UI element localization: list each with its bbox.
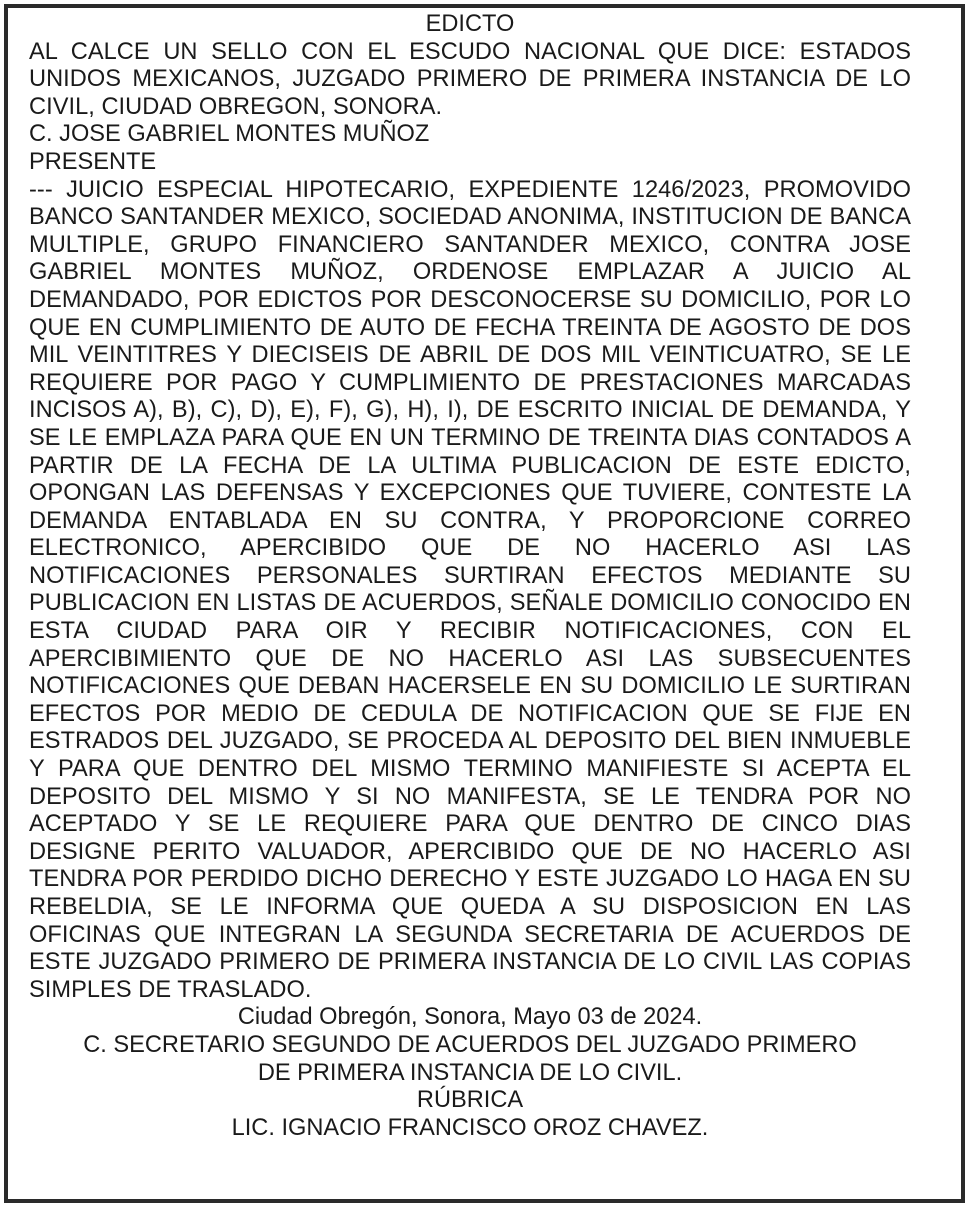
edict-title: EDICTO — [425, 11, 515, 37]
signer-title-line2: DE PRIMERA INSTANCIA DE LO CIVIL. — [257, 1059, 683, 1086]
place-date: Ciudad Obregón, Sonora, Mayo 03 de 2024. — [237, 1004, 703, 1031]
addressee-line: C. JOSE GABRIEL MONTES MUÑOZ — [29, 121, 430, 148]
seal-paragraph: AL CALCE UN SELLO CON EL ESCUDO NACIONAL QUE DICE: ESTADOS UNIDOS MEXICANOS, JUZGADO PRIMERO DE PRIMERA INSTANCIA DE LO CIVIL, CIUDAD OBREGON, SONORA. — [29, 38, 911, 120]
edict-frame — [4, 4, 965, 1203]
presente-line: PRESENTE — [29, 148, 157, 175]
signer-title-line1: C. SECRETARIO SEGUNDO DE ACUERDOS DEL JUZGADO PRIMERO — [83, 1031, 857, 1058]
rubrica-line: RÚBRICA — [416, 1087, 524, 1114]
edict-content — [29, 11, 911, 1142]
signer-name: LIC. IGNACIO FRANCISCO OROZ CHAVEZ. — [231, 1114, 709, 1141]
body-paragraph: --- JUICIO ESPECIAL HIPOTECARIO, EXPEDIENTE 1246/2023, PROMOVIDO BANCO SANTANDER MEXICO, SOCIEDAD ANONIMA, INSTITUCION DE BANCA MULTIPLE, GRUPO FINANCIERO SANTANDER MEXICO, CONTRA JOSE GABRIEL MONTES MUÑOZ, ORDENOSE EMPLAZAR A JUICIO AL DEMANDADO, POR EDICTOS POR DESCONOCERSE SU DOMICILIO, POR LO QUE EN CUMPLIMIENTO DE AUTO DE FECHA TREINTA DE AGOSTO DE DOS MIL VEINTITRES Y DIECISEIS DE ABRIL DE DOS MIL VEINTICUATRO, SE LE REQUIERE POR PAGO Y CUMPLIMIENTO DE PRESTACIONES MARCADAS INCISOS A), B), C), D), E), F), G), H), I), DE ESCRITO INICIAL DE DEMANDA, Y SE LE EMPLAZA PARA QUE EN UN TERMINO DE TREINTA DIAS CONTADOS A PARTIR DE LA FECHA DE LA ULTIMA PUBLICACION DE ESTE EDICTO, OPONGAN LAS DEFENSAS Y EXCEPCIONES QUE TUVIERE, CONTESTE LA DEMANDA ENTABLADA EN SU CONTRA, Y PROPORCIONE CORREO ELECTRONICO, APERCIBIDO QUE DE NO HACERLO ASI LAS NOTIFICACIONES PERSONALES SURTIRAN EFECTOS MEDIANTE SU PUBLICACION EN LISTAS DE ACUERDOS, SEÑALE DOMICILIO CONOCIDO EN ESTA CIUDAD PARA OIR Y RECIBIR NOTIFICACIONES, CON EL APERCIBIMIENTO QUE DE NO HACERLO ASI LAS SUBSECUENTES NOTIFICACIONES QUE DEBAN HACERSELE EN SU DOMICILIO LE SURTIRAN EFECTOS POR MEDIO DE CEDULA DE NOTIFICACION QUE SE FIJE EN ESTRADOS DEL JUZGADO, SE PROCEDA AL DEPOSITO DEL BIEN INMUEBLE Y PARA QUE DENTRO DEL MISMO TERMINO MANIFIESTE SI ACEPTA EL DEPOSITO DEL MISMO Y SI NO MANIFESTA, SE LE TENDRA POR NO ACEPTADO Y SE LE REQUIERE PARA QUE DENTRO DE CINCO DIAS DESIGNE PERITO VALUADOR, APERCIBIDO QUE DE NO HACERLO ASI TENDRA POR PERDIDO DICHO DERECHO Y ESTE JUZGADO LO HAGA EN SU REBELDIA, SE LE INFORMA QUE QUEDA A SU DISPOSICION EN LAS OFICINAS QUE INTEGRAN LA SEGUNDA SECRETARIA DE ACUERDOS DE ESTE JUZGADO PRIMERO DE PRIMERA INSTANCIA DE LO CIVIL LAS COPIAS SIMPLES DE TRASLADO. — [29, 176, 911, 1003]
